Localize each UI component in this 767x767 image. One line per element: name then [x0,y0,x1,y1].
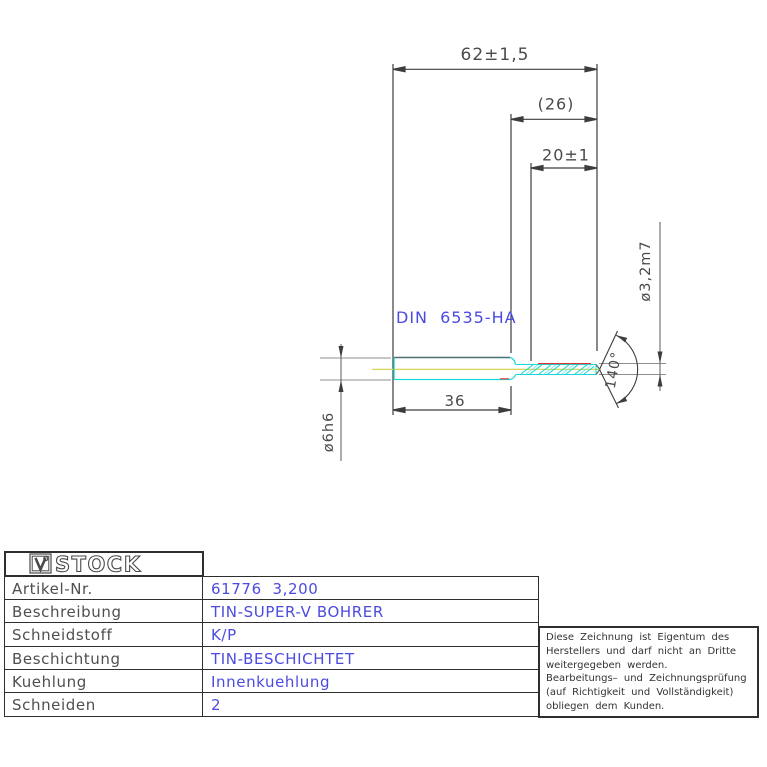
table-row [4,599,539,624]
dim-point-angle: 140° [602,350,626,390]
drill-body [372,358,600,380]
dim-step-length: (26) [537,94,575,114]
note-line: Bearbeitungs– und Zeichnungsprüfung [546,673,747,685]
table-row [4,646,539,671]
table-row [4,692,539,717]
row-label: Beschreibung [12,602,122,621]
row-value: TIN-SUPER-V BOHRER [211,602,384,621]
stock-logo [29,553,179,575]
note-line: Herstellers und darf nicht an Dritte [546,645,737,657]
table-row [4,622,539,648]
extension-lines [393,64,597,415]
logo-text: STOCK [55,553,142,575]
dim-flute-length: 20±1 [542,145,590,165]
note-line: Diese Zeichnung ist Eigentum des [546,632,730,643]
dim-shank-length: 36 [444,392,466,410]
logo-emblem-icon [30,554,51,573]
note-line: (auf Richtigkeit und Vollständigkeit) [546,687,734,699]
note-line: obliegen dem Kunden. [546,700,665,712]
column-divider [202,623,203,647]
column-divider [202,647,203,670]
row-label: Artikel-Nr. [12,579,93,598]
row-label: Beschichtung [12,649,121,668]
dim-drill-diameter: ø3,2m7 [638,240,654,302]
note-line: weitergegeben werden. [546,659,668,671]
row-label: Schneidstoff [12,626,113,644]
row-label: Kuehlung [12,672,87,691]
ownership-note-box [538,626,759,718]
row-value: 2 [211,695,222,714]
row-value: K/P [211,626,237,644]
shank-standard-label: DIN 6535-HA [396,308,517,327]
dim-total-length: 62±1,5 [460,45,530,65]
row-value: 61776 3,200 [211,579,319,598]
column-divider [202,577,203,600]
table-row [4,669,539,694]
dim-shank-diameter: ø6h6 [321,411,337,453]
row-value: TIN-BESCHICHTET [211,649,355,668]
column-divider [202,600,203,623]
row-value: Innenkuehlung [211,672,331,691]
dimension-lines [393,67,597,413]
column-divider [202,670,203,693]
row-label: Schneiden [12,695,96,714]
manufacturer-logo-cell [4,551,204,577]
column-divider [202,693,203,716]
table-row [4,576,539,601]
